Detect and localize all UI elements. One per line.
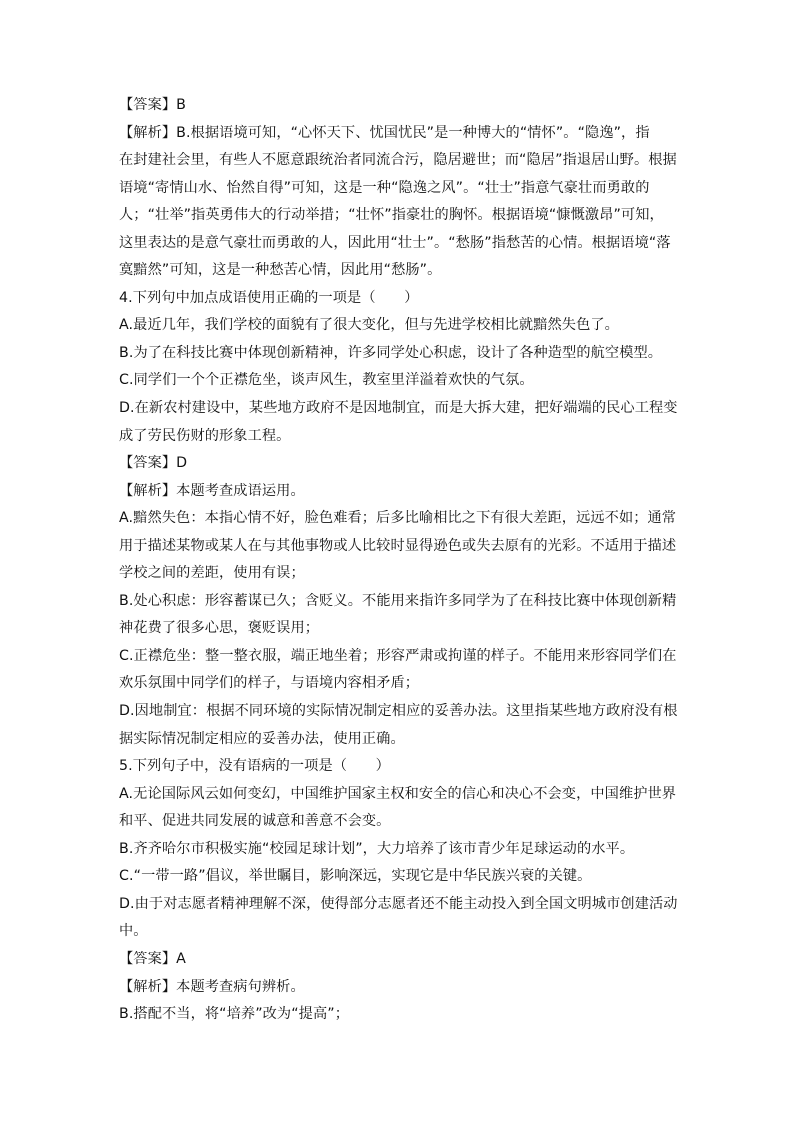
analysis-q4-a-line-3: 学校之间的差距，使用有误； [119,565,305,582]
analysis-q3-line-3: 语境“寄情山水、怡然自得”可知，这是一种“隐逸之风”。“壮士”指意气豪壮而勇敢的 [119,179,650,196]
answer-q5: 【答案】A [119,950,186,967]
question-4-option-d-line-1: D.在新农村建设中，某些地方政府不是因地制宜，而是大拆大建，把好端端的民心工程变 [119,400,678,417]
analysis-q3-line-4: 人；“壮举”指英勇伟大的行动举措；“壮怀”指豪壮的胸怀。根据语境“慷慨激昂”可知， [119,207,664,224]
question-5-option-b: B.齐齐哈尔市积极实施“校园足球计划”，大力培养了该市青少年足球运动的水平。 [119,840,635,857]
question-5-option-d-line-1: D.由于对志愿者精神理解不深，使得部分志愿者还不能主动投入到全国文明城市创建活动 [119,895,678,912]
analysis-q4-a-line-2: 用于描述某物或某人在与其他事物或人比较时显得逊色或失去原有的光彩。不适用于描述 [119,537,677,554]
question-5-stem: 5.下列句子中，没有语病的一项是（ ） [119,758,390,775]
analysis-q4-d-line-2: 据实际情况制定相应的妥善办法，使用正确。 [119,730,405,747]
analysis-q5-b: B.搭配不当，将“培养”改为“提高”； [119,1006,349,1023]
question-5-option-a-line-2: 和平、促进共同发展的诚意和善意不会变。 [119,813,391,830]
analysis-q4-a-line-1: A.黯然失色：本指心情不好，脸色难看；后多比喻相比之下有很大差距，远远不如；通常 [119,510,677,527]
answer-q3: 【答案】B [119,97,186,113]
question-5-option-a-line-1: A.无论国际风云如何变幻，中国维护国家主权和安全的信心和决心不会变，中国维护世界 [119,785,677,802]
analysis-q3-line-1: 【解析】B.根据语境可知，“心怀天下、忧国忧民”是一种博大的“情怀”。“隐逸”，指 [119,124,650,141]
document-body [119,92,679,1029]
question-4-option-b: B.为了在科技比赛中体现创新精神，许多同学处心积虑，设计了各种造型的航空模型。 [119,344,663,361]
analysis-q4-d-line-1: D.因地制宜：根据不同环境的实际情况制定相应的妥善办法。这里指某些地方政府没有根 [119,703,678,720]
analysis-q4-intro: 【解析】本题考查成语运用。 [119,482,305,499]
question-4-option-c: C.同学们一个个正襟危坐，谈声风生，教室里洋溢着欢快的气氛。 [119,372,534,389]
analysis-q4-c-line-2: 欢乐氛围中同学们的样子，与语境内容相矛盾； [119,675,420,692]
analysis-q5-intro: 【解析】本题考查病句辨析。 [119,978,305,995]
question-5-option-c: C.“一带一路”倡议，举世瞩目，影响深远，实现它是中华民族兴衰的关键。 [119,868,592,885]
analysis-q4-b-line-1: B.处心积虑：形容蓄谋已久；含贬义。不能用来指许多同学为了在科技比赛中体现创新精 [119,592,677,609]
question-4-option-d-line-2: 成了劳民伤财的形象工程。 [119,427,291,444]
analysis-q3-line-2: 在封建社会里，有些人不愿意跟统治者同流合污，隐居避世；而“隐居”指退居山野。根据 [119,152,677,169]
answer-q4: 【答案】D [119,455,188,472]
analysis-q3-line-6: 寞黯然”可知，这是一种愁苦心情，因此用“愁肠”。 [119,262,442,279]
question-5-option-d-line-2: 中。 [119,923,148,940]
question-4-option-a: A.最近几年，我们学校的面貌有了很大变化，但与先进学校相比就黯然失色了。 [119,317,619,334]
analysis-q4-c-line-1: C.正襟危坐：整一整衣服，端正地坐着；形容严肃或拘谨的样子。不能用来形容同学们在 [119,647,677,664]
question-4-stem: 4.下列句中加点成语使用正确的一项是（ ） [119,289,419,306]
analysis-q3-line-5: 这里表达的是意气豪壮而勇敢的人，因此用“壮士”。“愁肠”指愁苦的心情。根据语境“落 [119,234,671,251]
analysis-q4-b-line-2: 神花费了很多心思，褒贬误用； [119,620,320,637]
